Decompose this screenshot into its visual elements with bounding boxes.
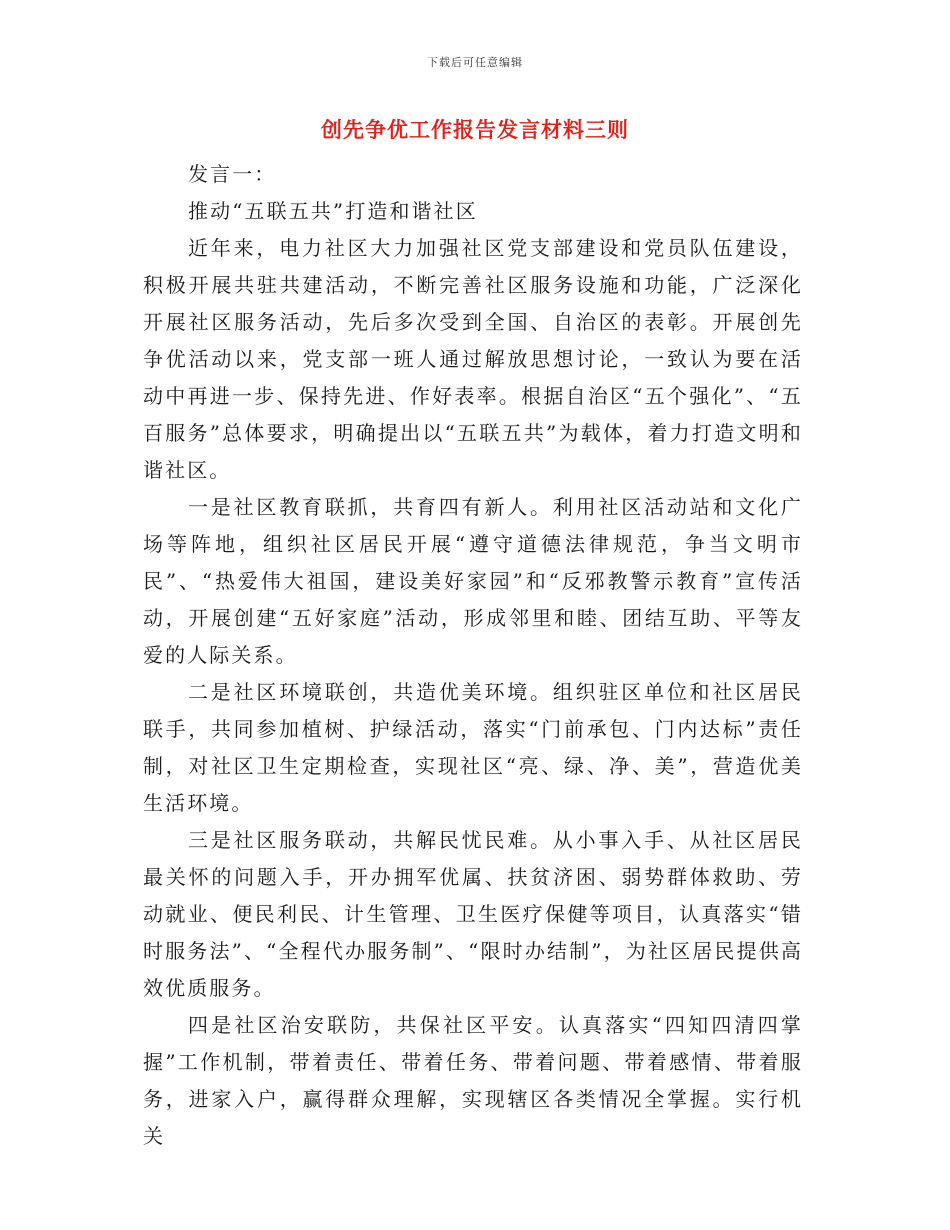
- paragraph-education: 一是社区教育联抓，共育四有新人。利用社区活动站和文化广场等阵地，组织社区居民开展“遵守道德法律规范，争当文明市民”、“热爱伟大祖国，建设美好家园”和“反邪教警示教育”宣传活动，开展创建“五好家庭”活动，形成邻里和睦、团结互助、平等友爱的人际关系。: [143, 495, 803, 667]
- speech-label: 发言一：: [188, 162, 277, 186]
- paragraph-security: 四是社区治安联防，共保社区平安。认真落实“四知四清四掌握”工作机制，带着责任、带着任务、带着问题、带着感情、带着服务，进家入户，赢得群众理解，实现辖区各类情况全掌握。实行机关: [143, 1013, 803, 1148]
- document-title: 创先争优工作报告发言材料三则: [321, 118, 629, 142]
- paragraph-environment: 二是社区环境联创，共造优美环境。组织驻区单位和社区居民联手，共同参加植树、护绿活动，落实“门前承包、门内达标”责任制，对社区卫生定期检查，实现社区“亮、绿、净、美”，营造优美生活环境。: [143, 680, 803, 815]
- paragraph-service: 三是社区服务联动，共解民忧民难。从小事入手、从社区居民最关怀的问题入手，开办拥军优属、扶贫济困、弱势群体救助、劳动就业、便民利民、计生管理、卫生医疗保健等项目，认真落实“错时服务法”、“全程代办服务制”、“限时办结制”，为社区居民提供高效优质服务。: [143, 828, 803, 1000]
- header-note: 下载后可任意编辑: [427, 56, 523, 69]
- speech-subtitle: 推动“五联五共”打造和谐社区: [188, 199, 478, 223]
- document-body: [143, 156, 803, 1155]
- paragraph-intro: 近年来，电力社区大力加强社区党支部建设和党员队伍建设，积极开展共驻共建活动，不断完善社区服务设施和功能，广泛深化开展社区服务活动，先后多次受到全国、自治区的表彰。开展创先争优活动以来，党支部一班人通过解放思想讨论，一致认为要在活动中再进一步、保持先进、作好表率。根据自治区“五个强化”、“五百服务”总体要求，明确提出以“五联五共”为载体，着力打造文明和谐社区。: [143, 236, 803, 482]
